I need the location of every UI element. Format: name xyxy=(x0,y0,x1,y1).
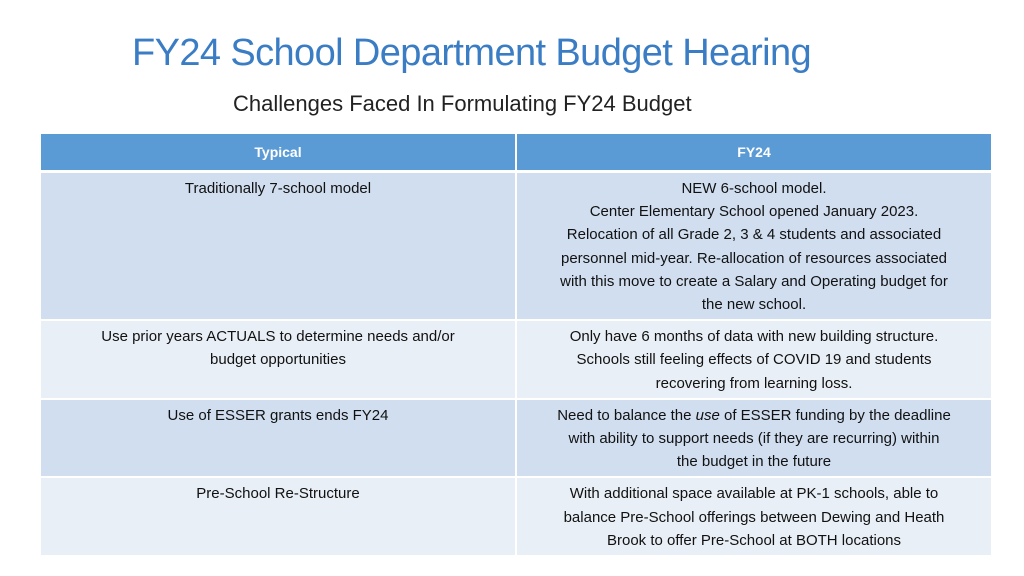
cell-text: Traditionally 7-school model xyxy=(184,180,372,197)
cell-text: Only have 6 months of data with new building structure. xyxy=(569,328,939,346)
cell-text: personnel mid-year. Re-allocation of resources associated xyxy=(560,249,948,267)
fy24-cell xyxy=(516,172,991,321)
column-header-typical: Typical xyxy=(41,134,516,172)
table-header-row xyxy=(41,134,991,172)
fy24-cell xyxy=(516,320,991,399)
page-title: FY24 School Department Budget Hearing xyxy=(132,32,812,74)
cell-text: NEW 6-school model. xyxy=(681,180,827,197)
cell-text: Brook to offer Pre-School at BOTH locations xyxy=(606,531,902,549)
cell-text: the new school. xyxy=(701,296,807,314)
cell-text: With additional space available at PK-1 schools, able to xyxy=(569,485,939,503)
cell-text: Center Elementary School opened January 2023. xyxy=(589,203,919,221)
cell-text: with ability to support needs (if they are recurring) within xyxy=(568,430,940,448)
cell-text-with-emphasis xyxy=(525,404,983,427)
cell-text: Relocation of all Grade 2, 3 & 4 students and associated xyxy=(566,226,942,244)
table-row xyxy=(41,399,991,478)
typical-cell xyxy=(41,399,516,478)
table-row xyxy=(41,172,991,321)
table-row xyxy=(41,477,991,556)
cell-text: the budget in the future xyxy=(676,453,832,471)
page-subtitle: Challenges Faced In Formulating FY24 Budget xyxy=(233,91,692,116)
typical-cell xyxy=(41,320,516,399)
cell-text: Schools still feeling effects of COVID 19 and students xyxy=(576,351,932,369)
cell-text: Need to balance the xyxy=(557,406,696,424)
column-header-fy24: FY24 xyxy=(516,134,991,172)
table-row xyxy=(41,320,991,399)
cell-text: Use of ESSER grants ends FY24 xyxy=(167,406,389,424)
typical-cell xyxy=(41,172,516,321)
cell-text: Pre-School Re-Structure xyxy=(196,485,360,503)
cell-text: budget opportunities xyxy=(210,351,346,369)
fy24-cell xyxy=(516,477,991,556)
cell-text: with this move to create a Salary and Operating budget for xyxy=(560,272,948,290)
typical-cell xyxy=(41,477,516,556)
cell-text: balance Pre-School offerings between Dewing and Heath xyxy=(563,508,945,526)
cell-text: recovering from learning loss. xyxy=(655,374,853,392)
cell-text: Use prior years ACTUALS to determine needs and/or xyxy=(101,328,455,346)
cell-text: of ESSER funding by the deadline xyxy=(719,406,951,424)
budget-challenges-table xyxy=(41,134,991,557)
fy24-cell xyxy=(516,399,991,478)
emphasis-text: use xyxy=(695,406,720,424)
